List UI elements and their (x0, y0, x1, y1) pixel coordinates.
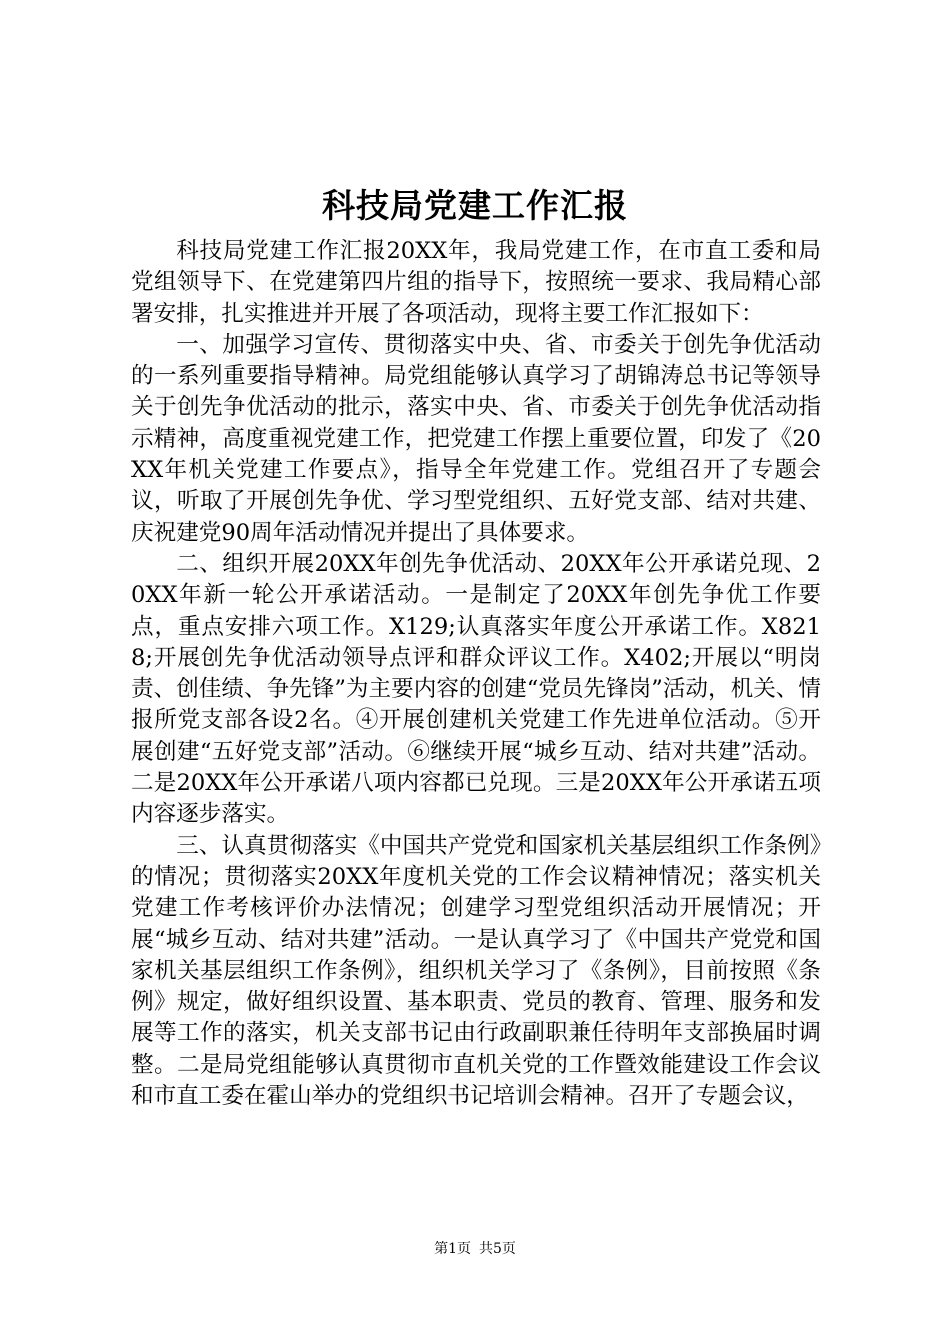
paragraph-intro: 科技局党建工作汇报20XX年，我局党建工作，在市直工委和局党组领导下、在党建第四片组的指导下，按照统一要求、我局精心部署安排，扎实推进并开展了各项活动，现将主要工作汇报如下： (131, 238, 821, 327)
paragraph-section-1: 一、加强学习宣传、贯彻落实中央、省、市委关于创先争优活动的一系列重要指导精神。局党组能够认真学习了胡锦涛总书记等领导关于创先争优活动的批示，落实中央、省、市委关于创先争优活动指示精神，高度重视党建工作，把党建工作摆上重要位置，印发了《20XX年机关党建工作要点》，指导全年党建工作。党组召开了专题会议，听取了开展创先争优、学习型党组织、五好党支部、结对共建、庆祝建党90周年活动情况并提出了具体要求。 (131, 331, 821, 546)
page-footer (0, 1239, 950, 1259)
document-body (131, 236, 821, 1112)
page-number-total: 共5页 (479, 1241, 516, 1257)
paragraph-section-3: 三、认真贯彻落实《中国共产党党和国家机关基层组织工作条例》的情况；贯彻落实20XX年度机关党的工作会议精神情况；落实机关党建工作考核评价办法情况；创建学习型党组织活动开展情况；开展“城乡互动、结对共建”活动。一是认真学习了《中国共产党党和国家机关基层组织工作条例》，组织机关学习了《条例》，目前按照《条例》规定，做好组织设置、基本职责、党员的教育、管理、服务和发展等工作的落实，机关支部书记由行政副职兼任待明年支部换届时调整。二是局党组能够认真贯彻市直机关党的工作暨效能建设工作会议和市直工委在霍山举办的党组织书记培训会精神。召开了专题会议， (131, 832, 821, 1110)
page-number-current: 第1页 (434, 1241, 471, 1257)
document-title: 科技局党建工作汇报 (322, 186, 628, 225)
paragraph-section-2: 二、组织开展20XX年创先争优活动、20XX年公开承诺兑现、20XX年新一轮公开承诺活动。一是制定了20XX年创先争优工作要点，重点安排六项工作。X129;认真落实年度公开承诺工作。X8218;开展创先争优活动领导点评和群众评议工作。X402;开展以“明岗责、创佳绩、争先锋”为主要内容的创建“党员先锋岗”活动，机关、情报所党支部各设2名。④开展创建机关党建工作先进单位活动。⑤开展创建“五好党支部”活动。⑥继续开展“城乡互动、结对共建”活动。二是20XX年公开承诺八项内容都已兑现。三是20XX年公开承诺五项内容逐步落实。 (131, 550, 821, 828)
